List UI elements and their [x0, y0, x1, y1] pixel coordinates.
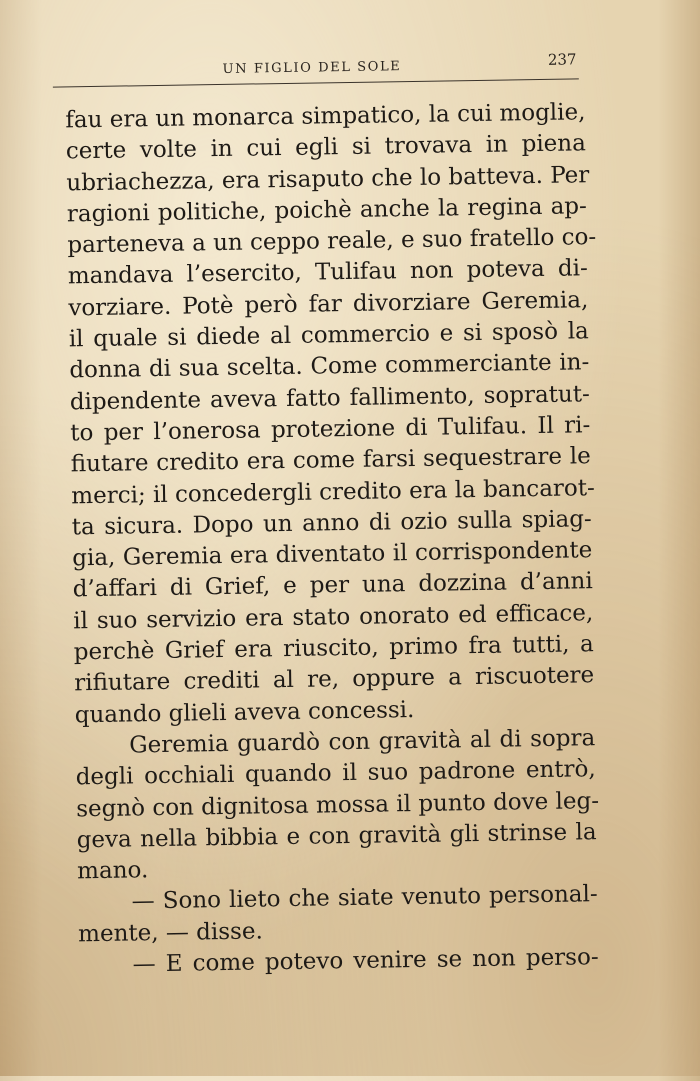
running-head — [52, 48, 583, 100]
text-line: perchè Grief era riuscito, primo fra tutti, a — [73, 631, 594, 666]
text-line: rifiutare crediti al re, oppure a riscuotere — [74, 662, 595, 697]
text-line-dialogue: — Sono lieto che siate venuto personal- — [131, 881, 598, 915]
text-line: certe volte in cui egli si trovava in piena — [65, 130, 587, 165]
text-line: geva nella bibbia e con gravità gli strinse la — [76, 818, 597, 854]
text-line: to per l’onerosa protezione di Tulifau. Il ri- — [70, 412, 591, 447]
running-title: UN FIGLIO DEL SOLE — [222, 59, 402, 77]
text-line: fau era un monarca simpatico, la cui moglie, — [65, 99, 586, 134]
text-line: degli occhiali quando il suo padrone entrò, — [75, 756, 596, 791]
text-line: dipendente aveva fatto fallimento, sopratut- — [69, 380, 590, 416]
text-line-paragraph-start: Geremia guardò con gravità al di sopra — [129, 725, 596, 759]
text-line: segnò con dignitosa mossa il punto dove leg- — [76, 787, 600, 822]
header-rule — [53, 78, 579, 87]
text-line-dialogue: — E come potevo venire se non perso- — [132, 944, 599, 978]
text-line: parteneva a un ceppo reale, e suo fratello co- — [67, 224, 597, 259]
page-number: 237 — [547, 50, 577, 69]
text-line: gia, Geremia era diventato il corrispondente — [72, 537, 593, 572]
text-line: mente, — disse. — [77, 918, 264, 948]
text-line: quando glieli aveva concessi. — [74, 696, 415, 728]
text-line: il quale si diede al commercio e si sposò la — [68, 318, 589, 353]
text-line: il suo servizio era stato onorato ed efficace, — [73, 599, 594, 635]
text-line: ubriachezza, era risaputo che lo batteva. Per — [66, 161, 590, 197]
text-line: merci; il concedergli credito era la bancarot- — [71, 474, 595, 509]
text-line: mano. — [76, 857, 149, 885]
text-line: vorziare. Potè però far divorziare Geremia, — [68, 287, 589, 322]
text-line: fiutare credito era come farsi sequestrare le — [70, 443, 591, 478]
text-line: donna di sua scelta. Come commerciante in- — [69, 349, 590, 384]
text-line: ragioni politiche, poichè anche la regina ap- — [66, 193, 588, 228]
text-line: ta sicura. Dopo un anno di ozio sulla spiag- — [71, 506, 592, 541]
text-line: d’affari di Grief, e per una dozzina d’anni — [72, 568, 593, 603]
body-text — [65, 97, 599, 981]
text-line: mandava l’esercito, Tulifau non poteva di- — [67, 255, 589, 290]
